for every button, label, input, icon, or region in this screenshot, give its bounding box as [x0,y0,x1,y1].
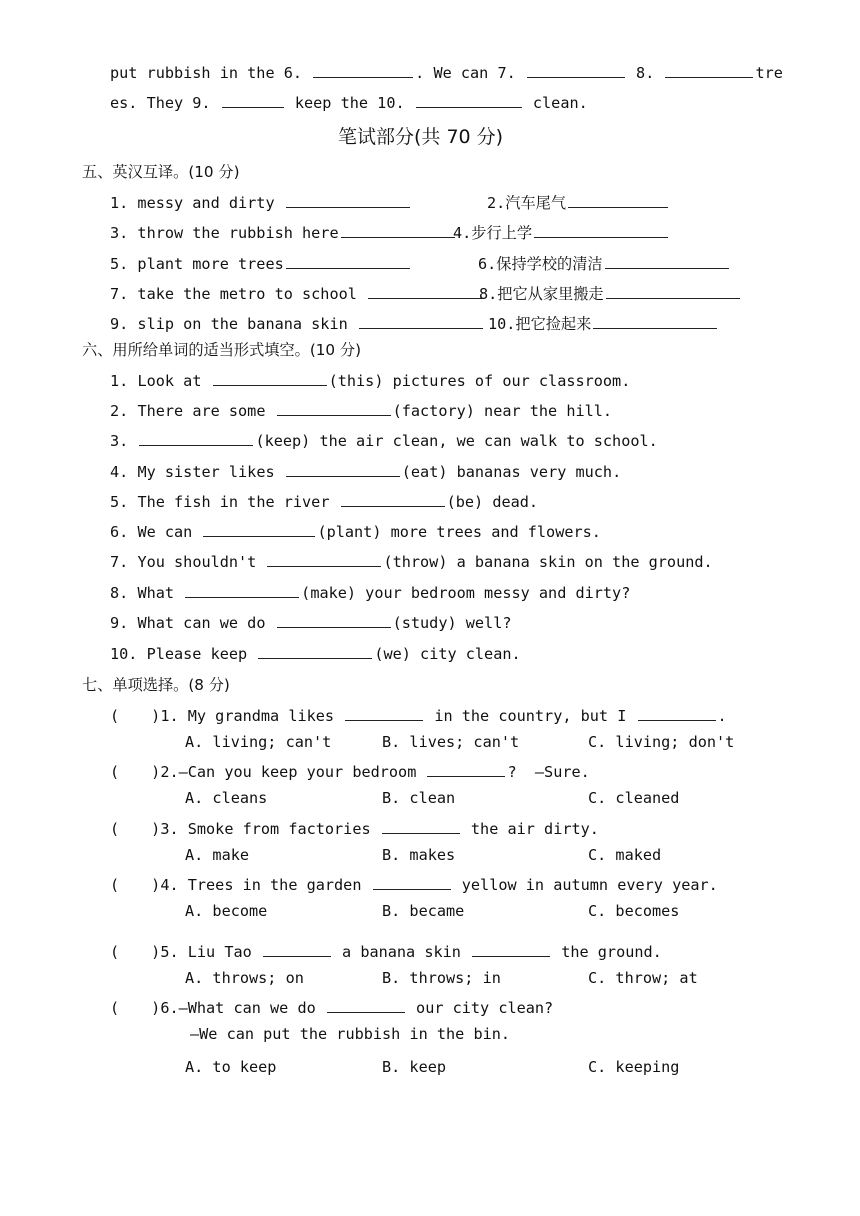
answer-blank[interactable] [359,327,483,329]
answer-blank-10[interactable] [416,106,522,108]
item-text: (this) pictures of our classroom. [328,372,631,390]
answer-paren-open: ( [110,943,120,961]
question-text: yellow in autumn every year. [452,876,718,894]
item-text: (make) your bedroom messy and dirty? [301,584,631,602]
question-text: 3. Smoke from factories [160,820,380,838]
mc-question-1 [110,706,727,726]
passage-text: tre [755,64,783,82]
passage-line-2 [110,93,588,113]
s6-item-4 [110,462,621,482]
option-b[interactable]: B. makes [382,846,456,864]
item-text: (eat) bananas very much. [401,463,622,481]
answer-blank[interactable] [368,297,482,299]
option-b[interactable]: B. throws; in [382,969,501,987]
passage-text: 8. [626,64,664,82]
question-text: 4. Trees in the garden [160,876,371,894]
s5-item-1 [110,193,412,213]
passage-text: keep the 10. [285,94,414,112]
item-text: We can [137,523,202,541]
question-text: . [717,707,727,725]
mc-question-5 [110,942,662,962]
answer-blank[interactable] [606,297,740,299]
answer-blank[interactable] [139,444,253,446]
item-text: What can we do [137,614,275,632]
answer-blank[interactable] [267,565,381,567]
option-a[interactable]: A. make [185,846,250,864]
item-number: 5. [110,493,129,511]
s5-item-7 [110,284,484,304]
answer-blank[interactable] [534,236,668,238]
answer-blank[interactable] [203,535,315,537]
section6-heading: 六、用所给单词的适当形式填空。(10 分) [82,341,362,359]
answer-blank[interactable] [185,596,299,598]
mc-question-6 [110,998,553,1018]
item-number: 6. [110,523,129,541]
question-text: the ground. [552,943,662,961]
passage-text: . We can 7. [415,64,525,82]
answer-blank[interactable] [605,267,729,269]
section5-heading: 五、英汉互译。(10 分) [82,163,240,181]
option-c[interactable]: C. becomes [588,902,680,920]
answer-blank[interactable] [277,626,391,628]
item-text: What [137,584,184,602]
mc-question-3 [110,819,599,839]
question-text: 1. My grandma likes [160,707,344,725]
item-text: 3. throw the rubbish here [110,224,339,242]
item-number: 4. [110,463,129,481]
option-b[interactable]: B. keep [382,1058,447,1076]
item-text: Look at [137,372,211,390]
answer-blank-9[interactable] [222,106,284,108]
answer-blank[interactable] [277,414,391,416]
answer-blank[interactable] [568,206,668,208]
option-a[interactable]: A. to keep [185,1058,277,1076]
answer-blank[interactable] [345,719,423,721]
answer-blank[interactable] [341,505,445,507]
question-text: in the country, but I [425,707,636,725]
answer-blank[interactable] [213,384,327,386]
item-number: 1. [110,372,129,390]
item-number: 8. [110,584,129,602]
item-number: 2. [110,402,129,420]
answer-blank[interactable] [638,719,716,721]
item-text: (study) well? [392,614,512,632]
item-text: My sister likes [137,463,284,481]
answer-paren-close: ) [151,999,161,1017]
item-text: There are some [137,402,275,420]
item-number: 9. [110,614,129,632]
item-text: (we) city clean. [374,645,521,663]
passage-line-1 [110,63,783,83]
s5-item-3 [110,223,457,243]
s6-item-1 [110,371,630,391]
question-text: 6.—What can we do [160,999,325,1017]
answer-blank-8[interactable] [665,76,753,78]
answer-blank[interactable] [263,955,331,957]
mc-question-4 [110,875,718,895]
answer-paren-open: ( [110,820,120,838]
answer-blank-6[interactable] [313,76,413,78]
question-text: a banana skin [332,943,471,961]
item-text: 6.保持学校的清洁 [478,255,603,273]
item-text: (be) dead. [446,493,539,511]
item-text: Please keep [146,645,257,663]
answer-blank[interactable] [341,236,455,238]
question-reply: —We can put the rubbish in the bin. [190,1025,511,1043]
item-text: 2.汽车尾气 [487,194,567,212]
s5-item-2 [487,193,670,213]
option-c[interactable]: C. throw; at [588,969,698,987]
answer-blank[interactable] [258,657,372,659]
s6-item-6 [110,522,601,542]
answer-paren-open: ( [110,999,120,1017]
answer-blank[interactable] [286,267,410,269]
item-number: 7. [110,553,129,571]
item-text: You shouldn't [137,553,266,571]
option-a[interactable]: A. cleans [185,789,268,807]
option-c[interactable]: C. cleaned [588,789,680,807]
answer-blank[interactable] [427,775,505,777]
s5-item-8 [479,284,742,304]
answer-blank[interactable] [382,832,460,834]
item-text: (throw) a banana skin on the ground. [383,553,713,571]
s6-item-8 [110,583,630,603]
s6-item-7 [110,552,713,572]
answer-blank[interactable] [286,206,410,208]
question-text: 5. Liu Tao [160,943,261,961]
answer-blank[interactable] [373,888,451,890]
s6-item-3 [110,431,658,451]
passage-text: clean. [523,94,588,112]
item-text: 10.把它捡起来 [488,315,592,333]
option-c[interactable]: C. keeping [588,1058,680,1076]
item-number: 10. [110,645,138,663]
passage-text: put rubbish in the 6. [110,64,312,82]
option-c[interactable]: C. maked [588,846,662,864]
item-text: (keep) the air clean, we can walk to school. [255,432,658,450]
item-text: The fish in the river [137,493,339,511]
item-text: 8.把它从家里搬走 [479,285,604,303]
option-b[interactable]: B. became [382,902,465,920]
item-text: 7. take the metro to school [110,285,367,303]
item-number: 3. [110,432,129,450]
written-section-title: 笔试部分(共 70 分) [338,126,504,148]
option-a[interactable]: A. become [185,902,268,920]
answer-paren-close: ) [151,763,161,781]
item-text: 9. slip on the banana skin [110,315,357,333]
option-a[interactable]: A. throws; on [185,969,304,987]
item-text: 1. messy and dirty [110,194,284,212]
s6-item-10 [110,644,521,664]
s5-item-6 [478,254,731,274]
answer-blank-7[interactable] [527,76,625,78]
item-text: 4.步行上学 [453,224,533,242]
answer-paren-close: ) [151,820,161,838]
section7-heading: 七、单项选择。(8 分) [82,676,230,694]
answer-paren-close: ) [151,707,161,725]
answer-paren-open: ( [110,707,120,725]
s6-item-5 [110,492,538,512]
question-text: 2.—Can you keep your bedroom [160,763,426,781]
s5-item-4 [453,223,670,243]
mc-question-2 [110,762,590,782]
question-text: ? —Sure. [507,763,590,781]
answer-paren-open: ( [110,763,120,781]
answer-blank[interactable] [327,1011,405,1013]
option-c[interactable]: C. living; don't [588,733,735,751]
item-text: 5. plant more trees [110,255,284,273]
s5-item-9 [110,314,485,334]
item-text: (plant) more trees and flowers. [317,523,601,541]
s5-item-5 [110,254,412,274]
question-text: the air dirty. [461,820,599,838]
s5-item-10 [488,314,719,334]
answer-blank[interactable] [472,955,550,957]
answer-blank[interactable] [286,475,400,477]
question-text: our city clean? [406,999,554,1017]
answer-paren-open: ( [110,876,120,894]
answer-blank[interactable] [593,327,717,329]
item-text: (factory) near the hill. [392,402,613,420]
answer-paren-close: ) [151,876,161,894]
s6-item-2 [110,401,612,421]
s6-item-9 [110,613,511,633]
option-b[interactable]: B. lives; can't [382,733,520,751]
passage-text: es. They 9. [110,94,220,112]
option-b[interactable]: B. clean [382,789,456,807]
answer-paren-close: ) [151,943,161,961]
option-a[interactable]: A. living; can't [185,733,332,751]
